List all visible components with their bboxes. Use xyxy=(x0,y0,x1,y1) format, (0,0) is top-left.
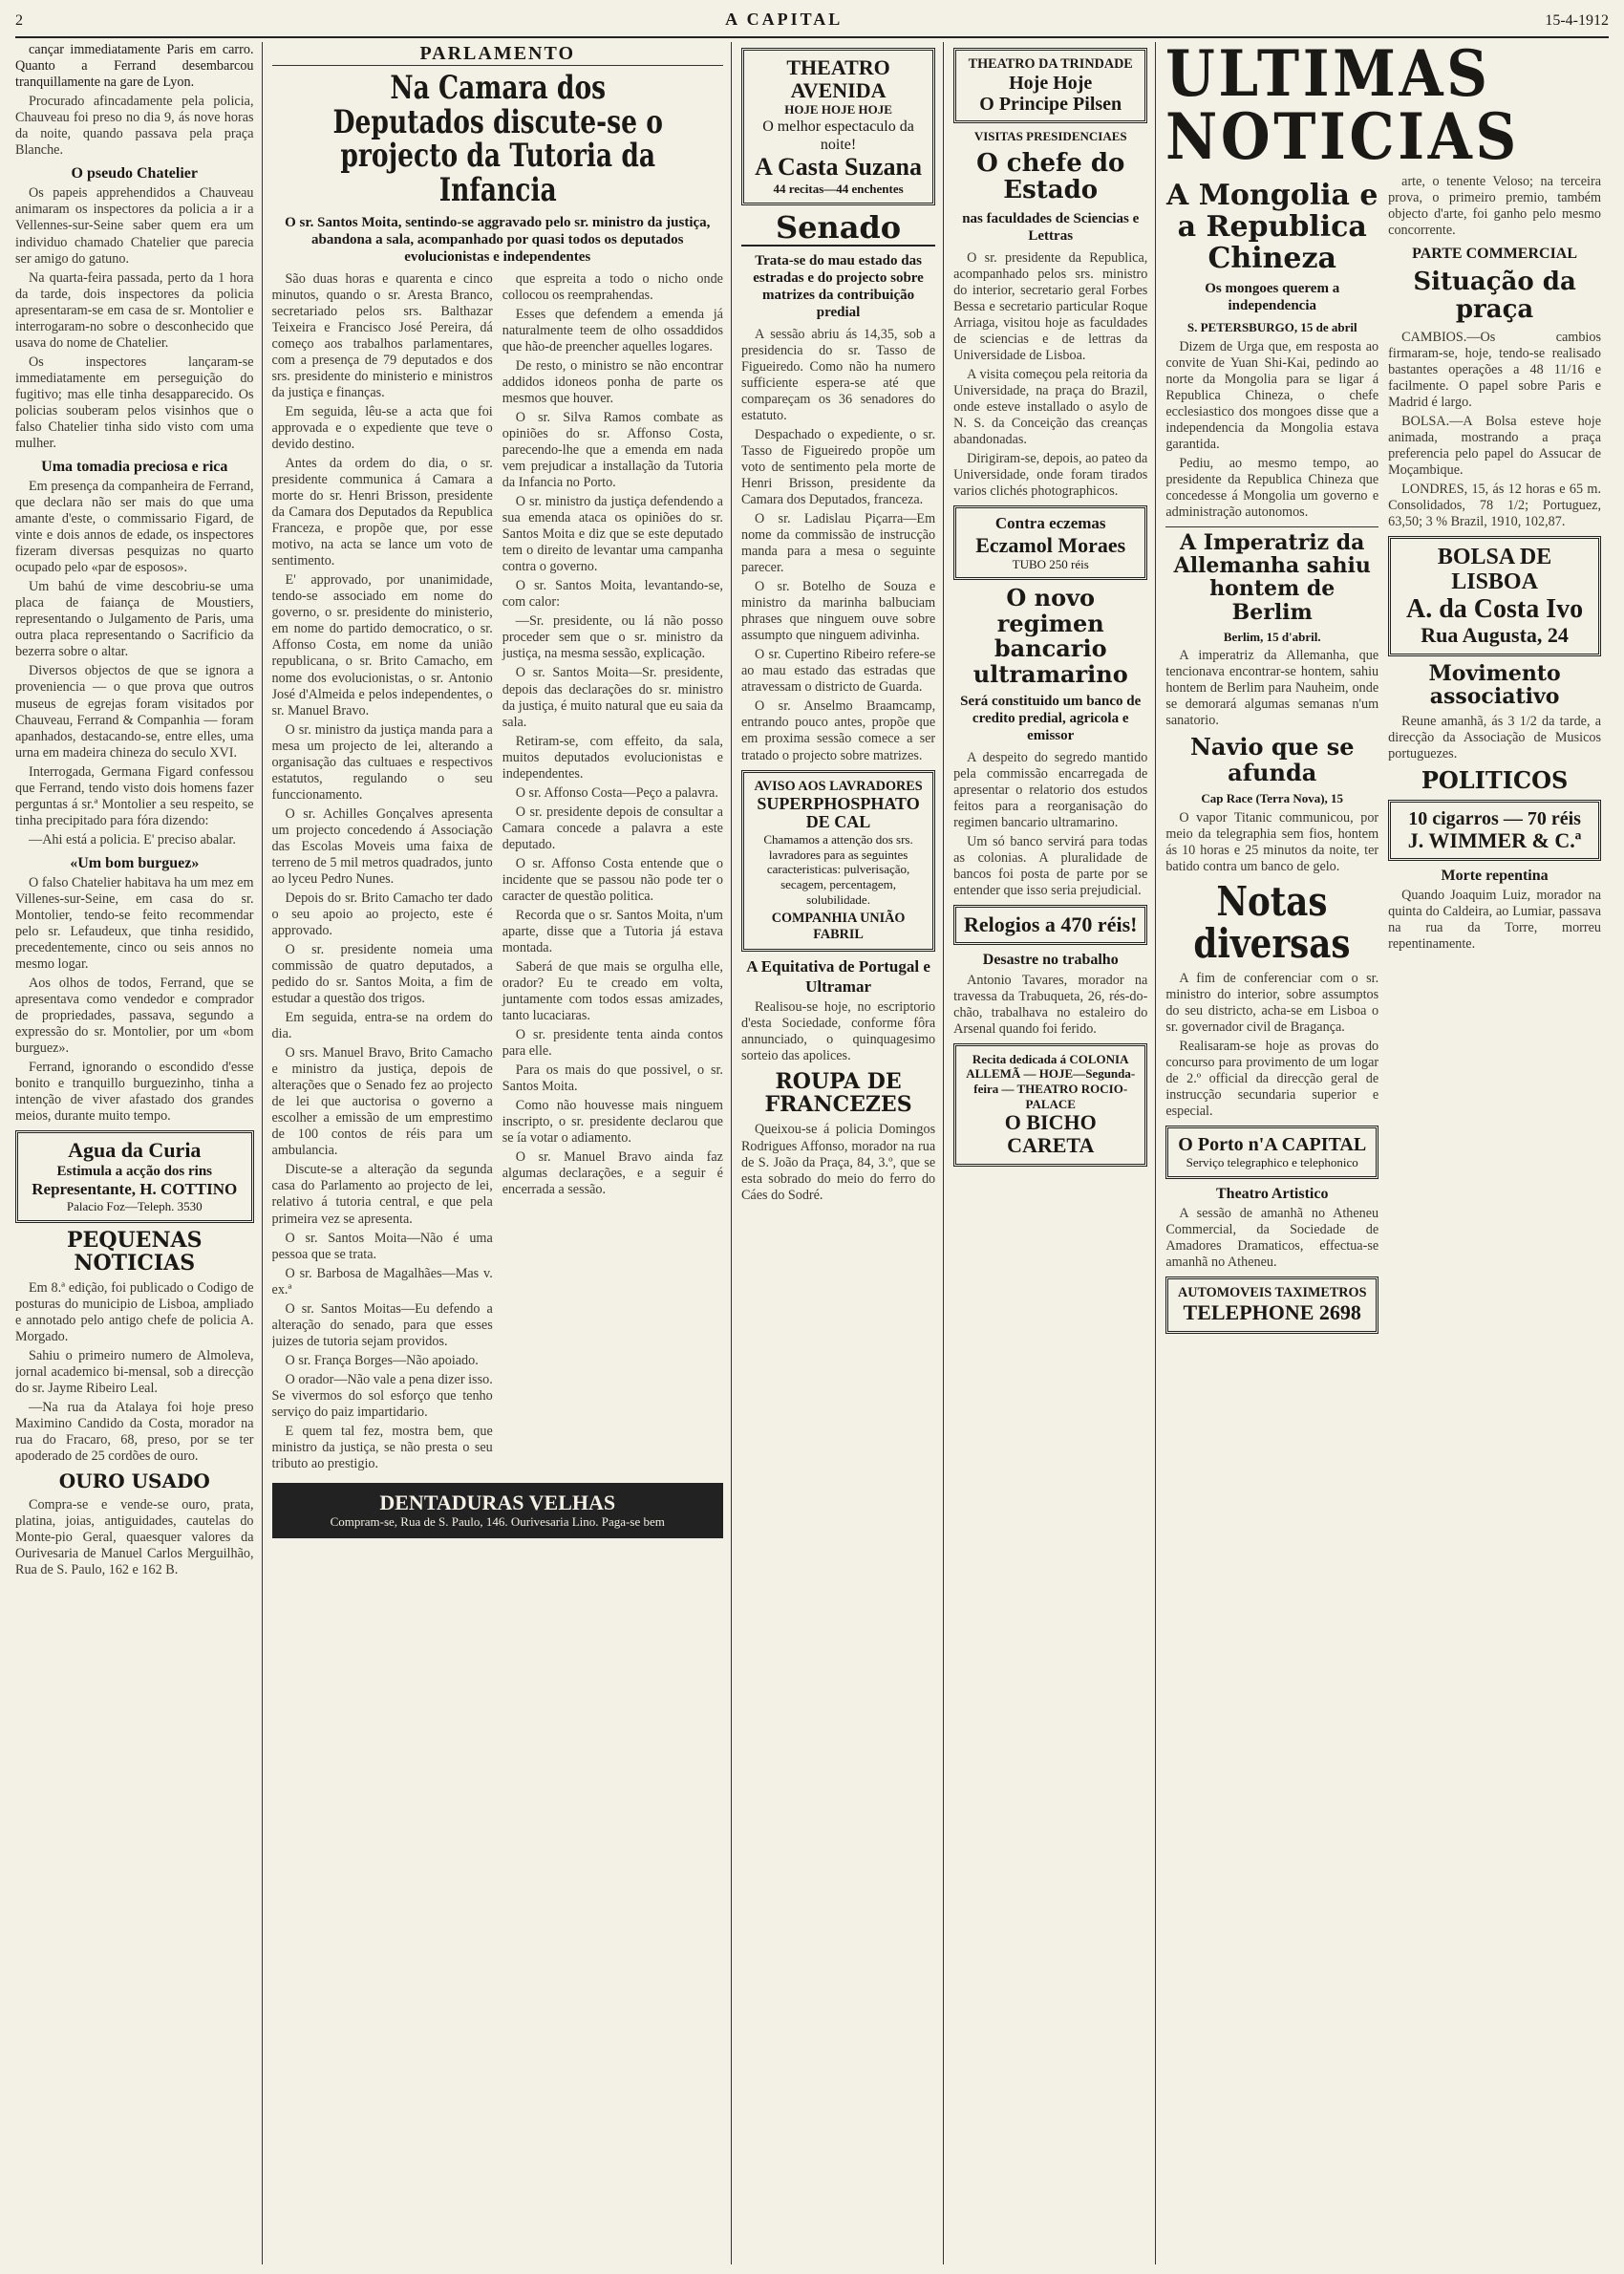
subheading: «Um bom burguez» xyxy=(70,854,200,871)
ouro-usado-title: OURO USADO xyxy=(58,1470,210,1493)
morte-title: Morte repentina xyxy=(1441,867,1549,884)
situacao-title: Situação da praça xyxy=(1413,268,1576,324)
chefe-title: O chefe do Estado xyxy=(976,148,1125,205)
automoveis-ad: AUTOMOVEIS TAXIMETROS TELEPHONE 2698 xyxy=(1165,1276,1378,1333)
mongolia-dateline: S. PETERSBURGO, 15 de abril xyxy=(1186,320,1357,334)
mongolia-title: A Mongolia e a Republica Chineza xyxy=(1165,179,1378,275)
senado-deck: Trata-se do mau estado das estradas e do projecto sobre matrizes da contribuição predial xyxy=(753,252,924,320)
equitativa-title: A Equitativa de Portugal e Ultramar xyxy=(746,957,930,996)
issue-date: 15-4-1912 xyxy=(1545,12,1609,29)
wimmer-ad: 10 cigarros — 70 réis J. WIMMER & C.ª xyxy=(1388,800,1601,861)
senado-title: Senado xyxy=(741,211,935,247)
politicos-title: POLITICOS xyxy=(1421,766,1569,795)
ultimas-noticias-title: ULTIMAS NOTICIAS xyxy=(1165,42,1521,174)
chefe-sub: nas faculdades de Sciencias e Lettras xyxy=(962,210,1140,244)
porto-capital-ad: O Porto n'A CAPITAL Serviço telegraphico e telephonico xyxy=(1165,1126,1378,1179)
desastre-title: Desastre no trabalho xyxy=(982,952,1119,969)
column-1: cançar immediatamente Paris em carro. Quanto a Ferrand desembarcou tranquillamente na gare de Lyon. Procurado afincadamente pela policia, Chauveau foi preso no dia 9, ás nove horas da noite, quando passava pela praça Blanche. O pseudo Chatelier Os papeis apprehendidos a Chauveau animaram os inspectores da policia a ir a Vellennes-sur-Seine saber quem era um individuo chamado Chatelier que parecia ser amigo do gatuno. Na quarta-feira passada, perto da 1 hora da tarde, dois inspectores da policia apresentaram-se em casa de sr. Montolier e interrogaram-no sobre o desconhecido que usava do nome de Chatelier. Os inspectores lançaram-se immediatamente em perseguição do fugitivo; mas elle tinha desapparecido. Os policias souberam pelos visinhos que o falso Chatelier tinha sido visto com uma mulher. Uma tomadia preciosa e rica Em presença da companheira de Ferrand, que declara não ser mais do que uma amante d'este, o commissario Figard, de vinte e dois annos de edade, os inspectores fizeram diversas pesquizas no quarto ocupado pelo «par de esposos». Um bahú de vime descobriu-se uma placa de faiança de Moustiers, representando o Julgamento de Paris, uma outra placa representando o Sacrificio da bezerra sobre o altar. Diversos objectos de que se ignora a proveniencia — o que prova que outros museus de egrejas foram visitados por Chauveau, Ferrand & Companhia — foram apanhados, destacando-se, entre elles, uma urna em madeira chineza do seculo XVI. Interrogada, Germana Figard confessou que Ferrand, tendo visto dois homens fazer perguntas á sr.ª Montolier a seu respeito, se tinha precipitado para fóra dizendo: —Ahi está a policia. E' preciso abalar. «Um bom burguez» O falso Chatelier habitava ha um mez em Villenes-sur-Seine, em casa do sr. Montolier, tendo-se feito recommendar pelo sr. Lefaudeux, que tinha residido, precedentemente, cinco ou seis annos no mesmo logar. Aos olhos de todos, Ferrand, que se apresentava como vendedor e comprador de propriedades, passava, segundo a expressão do sr. Montolier, por um «bom burguez». Ferrand, ignorando o escondido d'esse bonito e tranquillo burguezinho, tinha a intenção de viver afastado dos grandes meios, durante muito tempo. Agua da Curia Estimula a acção dos rins Representante, H. COTTINO Palacio Foz—Teleph. 3530 PEQUENAS NOTICIAS Em 8.ª edição, foi publicado o Codigo de posturas do municipio de Lisboa, ampliado e annotado pelo antigo chefe de policia A. Morgado. Sahiu o primeiro numero de Almoleva, jornal academico bi-mensal, sob a direcção do sr. Jayme Ribeiro Leal. —Na rua da Atalaya foi hoje preso Maximino Candido da Costa, morador na rua do Fracaro, 68, preso, por se ter apoderado de 25 cordões de ouro. OURO USADO Compra-se e vende-se ouro, prata, platina, joias, antiguidades, cautelas do Monte-pio Geral, quaesquer valores da Ourivesaria de Manuel Carlos Merguilhão, Rua de S. Paulo, 162 e 162 B. xyxy=(15,42,263,2264)
columns xyxy=(15,42,1609,2264)
imperatriz-dateline: Berlim, 15 d'abril. xyxy=(1223,629,1321,644)
regimen-title: O novo regimen bancario ultramarino xyxy=(972,584,1128,688)
bolsa-lisboa-ad: BOLSA DE LISBOA A. da Costa Ivo Rua Augusta, 24 xyxy=(1388,536,1601,656)
navio-dateline: Cap Race (Terra Nova), 15 xyxy=(1201,791,1344,806)
trindade-ad: THEATRO DA TRINDADE Hoje Hoje O Principe Pilsen xyxy=(953,48,1147,123)
headline-deck: O sr. Santos Moita, sentindo-se aggravado pelo sr. ministro da justiça, abandona a sala, acompanhado por quasi todos os deputados evolucionistas e independentes xyxy=(285,214,711,265)
column-3: THEATRO AVENIDA HOJE HOJE HOJE O melhor espectaculo da noite! A Casta Suzana 44 recitas—44 enchentes Senado Trata-se do mau estado das estradas e do projecto sobre matrizes da contribuição predial A sessão abriu ás 14,35, sob a presidencia do sr. Tasso de Figueiredo. Como não ha numero sufficiente espera-se até que compareçam os 36 senadores do estatuto. Despachado o expediente, o sr. Tasso de Figueiredo propõe um voto de sentimento pela morte de Henri Brisson, presidente da Camara dos Deputados, franceza. O sr. Ladislau Piçarra—Em nome da commissão de instrucção manda para a mesa o seguinte parecer. O sr. Botelho de Souza e ministro da marinha balbuciam phrases que ninguem ouve sobre assumpto que ninguem adivinha. O sr. Cupertino Ribeiro refere-se ao mau estado das estradas que atravessam o districto de Guarda. O sr. Anselmo Braamcamp, entrando pouco antes, propõe que em proxima sessão comece a ser tratado o projecto sobre matrizes. AVISO AOS LAVRADORES SUPERPHOSPHATO DE CAL Chamamos a attenção dos srs. lavradores para as seguintes caracteristicas: pulverisação, secagem, percentagem, solubilidade. COMPANHIA UNIÃO FABRIL A Equitativa de Portugal e Ultramar Realisou-se hoje, no escriptorio d'esta Sociedade, conforme fôra annunciado, o quinquagesimo sorteio das apolices. ROUPA DE FRANCEZES Queixou-se á policia Domingos Rodrigues Affonso, morador na rua de S. João da Praça, 84, 3.º, que se esta sobrado do meio do ferro do Cáes do Sodré. xyxy=(741,42,944,2264)
regimen-deck: Será constituido um banco de credito predial, agricola e emissor xyxy=(960,694,1142,744)
movimento-title: Movimento associativo xyxy=(1428,660,1561,709)
notas-diversas-title: Notas diversas xyxy=(1193,877,1351,968)
paper-name: A CAPITAL xyxy=(725,10,844,29)
visitas-label: VISITAS PRESIDENCIAES xyxy=(973,129,1127,144)
main-headline: Na Camara dos Deputados discute-se o projecto da Tutoria da Infancia xyxy=(332,69,663,210)
bicho-careta-ad: Recita dedicada á COLONIA ALLEMÃ — HOJE—Segunda-feira — THEATRO ROCIO-PALACE O BICHO CARETA xyxy=(953,1043,1147,1167)
theatro-artistico-title: Theatro Artistico xyxy=(1216,1186,1329,1202)
navio-title: Navio que se afunda xyxy=(1189,733,1355,786)
eczamol-ad: Contra eczemas Eczamol Moraes TUBO 250 réis xyxy=(953,505,1147,580)
roupa-francezes-title: ROUPA DE FRANCEZES xyxy=(764,1069,912,1118)
agua-curia-ad: Agua da Curia Estimula a acção dos rins Representante, H. COTTINO Palacio Foz—Teleph. 3530 xyxy=(15,1130,254,1222)
subheading: Uma tomadia preciosa e rica xyxy=(41,458,228,475)
column-5: ULTIMAS NOTICIAS A Mongolia e a Republica Chineza Os mongoes querem a independencia S. PETERSBURGO, 15 de abril Dizem de Urga que, em resposta ao convite de Yuan Shi-Kai, pedindo ao norte da Mongolia para se ligar á Republica Chineza, o chefe ecclesiastico dos mongoes disse que a independencia da Mongolia estava garantida. Pediu, ao mesmo tempo, ao presidente da Republica Chineza que concedesse á Mongolia um governo e administração autonomos. A Imperatriz da Allemanha sahiu hontem de Berlim Berlim, 15 d'abril. A imperatriz da Allemanha, que tencionava encontrar-se hontem, sahiu hontem de Berlim para Nauheim, onde se demorará algumas semanas n'um sanatorio. Navio que se afunda Cap Race (Terra Nova), 15 O vapor Titanic communicou, por meio da telegraphia sem fios, hontem ás 10 horas e 25 minutos da noite, ter batido contra um banco de gelo. Notas diversas A fim de conferenciar com o sr. ministro do interior, sobre assumptos do seu districto, acha-se em Lisboa o sr. governador civil de Bragança. Realisaram-se hoje as provas do concurso para provimento de um logar de 2.º official da direcção geral de instrucção secundaria superior e especial. O Porto n'A CAPITAL Serviço telegraphico e telephonico Theatro Artistico A sessão de amanhã no Atheneu Commercial, da Sociedade de Amadores Dramaticos, effectua-se amanhã no Atheneu. AUTOMOVEIS TAXIMETROS TELEPHONE 2698 arte, o tenente Veloso; na terceira prova, o primeiro premio, também objecto d'arte, foi ganho pelo mesmo concorrente. PARTE COMMERCIAL Situação da praça CAMBIOS.—Os cambios firmaram-se, hoje, tendo-se realisado bastantes operações a 48 11/16 e facilmente. O papel sobre Paris e Madrid é largo. BOLSA.—A Bolsa esteve hoje animada, mostrando a praça preferencia pelo papel do Assucar de Moçambique. LONDRES, 15, ás 12 horas e 65 m. Consolidados, 78 1/2; Portuguez, 63,50; 3 % Brazil, 1910, 102,87. BOLSA DE LISBOA A. da Costa Ivo Rua Augusta, 24 Movimento associativo Reune amanhã, ás 3 1/2 da tarde, a direcção da Associação de Musicos portuguezes. POLITICOS 10 cigarros — 70 réis J. WIMMER & C.ª Morte repentina Quando Joaquim Luiz, morador na quinta do Caldeira, ao Lumiar, passava na rua da Torre, morreu repentinamente. xyxy=(1165,42,1609,2264)
pequenas-noticias-title: PEQUENAS NOTICIAS xyxy=(67,1227,203,1276)
dentaduras-ad: DENTADURAS VELHAS Compram-se, Rua de S. Paulo, 146. Ourivesaria Lino. Paga-se bem xyxy=(272,1483,723,1538)
subheading: O pseudo Chatelier xyxy=(71,165,198,182)
page-number: 2 xyxy=(15,12,23,29)
article-text: cançar immediatamente Paris em carro. Quanto a Ferrand desembarcou tranquillamente na gare de Lyon. xyxy=(15,42,254,91)
column-4: THEATRO DA TRINDADE Hoje Hoje O Principe Pilsen VISITAS PRESIDENCIAES O chefe do Estado nas faculdades de Sciencias e Lettras O sr. presidente da Republica, acompanhado pelos srs. ministro do interior, secretario geral Forbes Bessa e secretario particular Roque Arriaga, visitou hoje as faculdades de sciencias e de lettras da Universidade de Lisboa. A visita começou pela reitoria da Universidade, na praça do Brazil, onde esteve installado o asylo de N. S. da Conceição das creanças abandonadas. Dirigiram-se, depois, ao pateo da Universidade, onde foram tirados varios clichés photographicos. Contra eczemas Eczamol Moraes TUBO 250 réis O novo regimen bancario ultramarino Será constituido um banco de credito predial, agricola e emissor A despeito do segredo mantido pela commissão encarregada de apresentar o relatorio dos estudos feitos para a reorganisação do regimen bancario ultramarino. Um só banco servirá para todas as colonias. A pluralidade de bancos foi posta de parte por se entender que isso seria prejudicial. Relogios a 470 réis! Desastre no trabalho Antonio Tavares, morador na travessa da Trabuqueta, 26, rés-do-chão, trabalhava no estaleiro do Arsenal quando foi ferido. Recita dedicada á COLONIA ALLEMÃ — HOJE—Segunda-feira — THEATRO ROCIO-PALACE O BICHO CARETA xyxy=(953,42,1156,2264)
column-2: PARLAMENTO Na Camara dos Deputados discute-se o projecto da Tutoria da Infancia O sr. Santos Moita, sentindo-se aggravado pelo sr. ministro da justiça, abandona a sala, acompanhado por quasi todos os deputados evolucionistas e independentes São duas horas e quarenta e cinco minutos, quando o sr. Aresta Branco, secretariado pelos srs. Balthazar Teixeira e Francisco José Pereira, dá começo aos trabalhos parlamentares, com a presença de 79 deputados e dos srs. presidente do ministerio e ministros da justiça e finanças. Em seguida, lêu-se a acta que foi approvada e o expediente que teve o devido destino. Antes da ordem do dia, o sr. presidente communica á Camara a morte do sr. Henri Brisson, presidente da Camara dos Deputados da Republica Franceza, e propõe que, por esse motivo, na acta se lance um voto de sentimento. E' approvado, por unanimidade, tendo-se associado em nome do governo, o sr. presidente do ministerio, em nome do partido democratico, o sr. Affonso Costa, em nome da união republicana, o sr. Brito Camacho, em nome dos evolucionistas, o sr. Antonio José d'Almeida e pelos independentes, o sr. Manuel Bravo. O sr. ministro da justiça manda para a mesa um projecto de lei, alterando a organisação das cultuaes e respectivos estatutos, regulando o seu funccionamento. O sr. Achilles Gonçalves apresenta um projecto concedendo á Associação das Escolas Moveis uma faixa de terreno de 5 mil metros quadrados, junto ao lyceu Pedro Nunes. Depois do sr. Brito Camacho ter dado o seu apoio ao projecto, este é approvado. O sr. presidente nomeia uma commissão de quatro deputados, a pedido do sr. Santos Moita, a fim de estudar a questão dos trigos. Em seguida, entra-se na ordem do dia. O srs. Manuel Bravo, Brito Camacho e ministro da justiça, depois de alterações que o Senado fez ao projecto de lei que auctorisa o governo a escolher a emissão de um emprestimo de 100 contos de réis para um ambulancia. Discute-se a alteração da segunda casa do Parlamento ao projecto de lei, relativo á tutoria central, e que pela primeira vez se apresenta. O sr. Santos Moita—Não é uma pessoa que se trata. O sr. Barbosa de Magalhães—Mas v. ex.ª O sr. Santos Moitas—Eu defendo a alteração do senado, para que esses juizes de tutoria sejam providos. O sr. França Borges—Não apoiado. O orador—Não vale a pena dizer isso. Se vivermos do sol esforço que tenho serviço do paiz impartidario. E quem tal fez, mostra bem, que ministro da justiça, se não presta o seu tributo ao prestigio. que espreita a todo o nicho onde collocou os reemprahendas. Esses que defendem a emenda já naturalmente teem de olho ossaddidos que hão-de preencher aquelles logares. De resto, o ministro se não encontrar addidos idoneos ponha de parte os mesmos que houver. O sr. Silva Ramos combate as opiniões do sr. Affonso Costa, parecendo-lhe que a emenda em nada vem prejudicar a installação da Tutoria da Infancia no Porto. O sr. ministro da justiça defendendo a sua emenda ataca os opiniões do sr. Santos Moita e diz que se este deputado tem o direito de levantar uma campanha contra o governo. O sr. Santos Moita, levantando-se, com calor: —Sr. presidente, ou lá não posso proceder sem que o sr. ministro da justiça, na mesma sessão, explicação. O sr. Santos Moita—Sr. presidente, depois das declarações do sr. ministro da justiça, é muito natural que eu saia da sala. Retiram-se, com effeito, da sala, muitos deputados evolucionistas e independentes. O sr. Affonso Costa—Peço a palavra. O sr. presidente depois de consultar a Camara concede a palavra a este deputado. O sr. Affonso Costa entende que o incidente que se passou não pode ter o caracter de questão politica. Recorda que o sr. Santos Moita, n'um aparte, disse que a Tutoria já estava montada. Saberá de que mais se orgulha elle, orador? Eu te creado em volta, juntamente com todos essas amizades, tanto lucaciaras. O sr. presidente tenta ainda contos para elle. Para os mais do que possivel, o sr. Santos Moita. Como não houvesse mais ninguem inscripto, o sr. presidente declarou que se ía votar o adiamento. O sr. Manuel Bravo ainda faz algumas declarações, e a seguir é encerrada a sessão. DENTADURAS VELHAS Compram-se, Rua de S. Paulo, 146. Ourivesaria Lino. Paga-se bem xyxy=(272,42,732,2264)
mongolia-deck: Os mongoes querem a independencia xyxy=(1205,281,1340,313)
aviso-lavradores-ad: AVISO AOS LAVRADORES SUPERPHOSPHATO DE CAL Chamamos a attenção dos srs. lavradores para as seguintes caracteristicas: pulverisação, secagem, percentagem, solubilidade. COMPANHIA UNIÃO FABRIL xyxy=(741,770,935,953)
imperatriz-title: A Imperatriz da Allemanha sahiu hontem de Berlim xyxy=(1165,526,1378,624)
section-title: PARLAMENTO xyxy=(272,42,723,66)
theatro-avenida-ad: THEATRO AVENIDA HOJE HOJE HOJE O melhor espectaculo da noite! A Casta Suzana 44 recitas—44 enchentes xyxy=(741,48,935,205)
parte-commercial-label: PARTE COMMERCIAL xyxy=(1412,246,1578,263)
masthead xyxy=(15,10,1609,38)
relogios-ad: Relogios a 470 réis! xyxy=(953,905,1147,945)
